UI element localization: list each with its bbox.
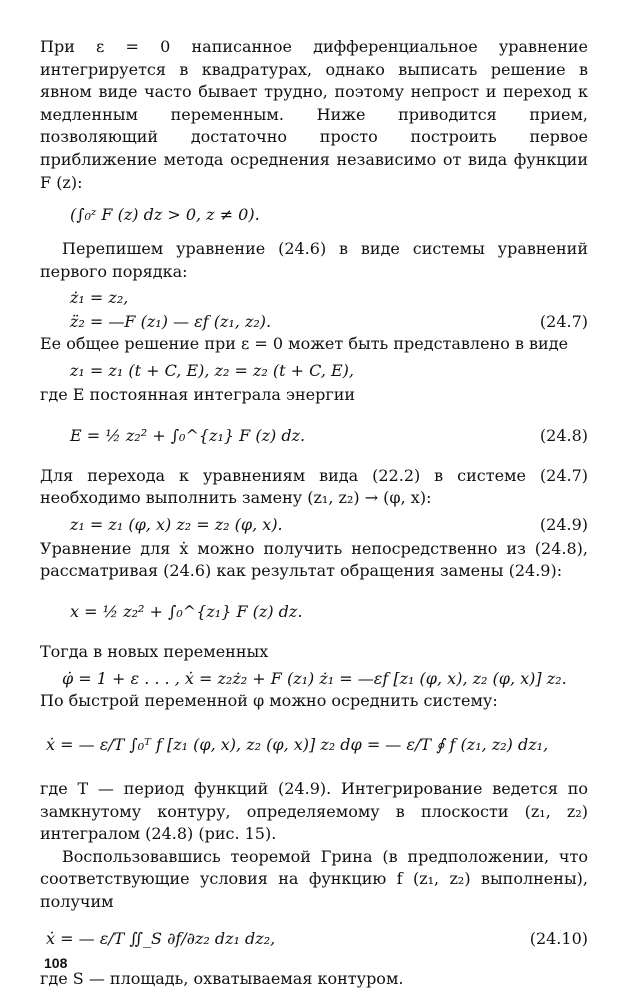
page-body xyxy=(40,36,588,990)
equation-x: x = ½ z₂² + ∫₀^{z₁} F (z) dz. xyxy=(70,601,303,621)
paragraph-10: Воспользовавшись теоремой Грина (в предположении, что соответствующие условия на функцию f (z₁, z₂) выполнены), получим xyxy=(40,846,588,912)
paragraph-6: Уравнение для ẋ можно получить непосредственно из (24.8), рассматривая (24.6) как результат обращения замены (24.9): xyxy=(40,538,588,581)
equation-24-7b: z̈₂ = —F (z₁) — εf (z₁, z₂). (24.7) xyxy=(40,307,588,333)
paragraph-8: По быстрой переменной φ можно осреднить систему: xyxy=(40,690,498,710)
paragraph-11: где S — площадь, охватываемая контуром. xyxy=(40,968,404,988)
condition-equation: (∫₀ᶻ F (z) dz > 0, z ≠ 0). xyxy=(70,205,260,225)
equation-number: (24.10) xyxy=(529,928,588,948)
equation-24-9: z₁ = z₁ (φ, x) z₂ = z₂ (φ, x). (24.9) xyxy=(40,510,588,538)
paragraph-5: Для перехода к уравнениям вида (22.2) в системе (24.7) необходимо выполнить замену (z₁, z₂) → (φ, x): xyxy=(40,465,588,508)
paragraph-4: где E постоянная интеграла энергии xyxy=(40,384,356,404)
equation-24-8: E = ½ z₂² + ∫₀^{z₁} F (z) dz. (24.8) xyxy=(40,407,588,465)
equation-solution: z₁ = z₁ (t + C, E), z₂ = z₂ (t + C, E), xyxy=(70,360,354,380)
equation-number: (24.8) xyxy=(539,425,588,445)
paragraph-2: Перепишем уравнение (24.6) в виде системы уравнений первого порядка: xyxy=(40,239,588,281)
equation-24-7a: ż₁ = z₂, xyxy=(70,288,129,308)
paragraph-1: При ε = 0 написанное дифференциальное уравнение интегрируется в квадратурах, однако выписать решение в явном виде часто бывает трудно, поэтому непрост и переход к медленным переменным. Ниже приводится прием, позволяющий достаточно просто построить первое приближение метода осреднения независимо от вида функции F (z): xyxy=(40,37,588,192)
equation-new-variables: φ̇ = 1 + ε . . . , ẋ = z₂ż₂ + F (z₁) ż₁ = —εf [z₁ (φ, x), z₂ (φ, x)] z₂. xyxy=(62,668,567,688)
equation-24-10: ẋ = — ε/T ∬_S ∂f/∂z₂ dz₁ dz₂, (24.10) xyxy=(40,914,588,968)
page-number: 108 xyxy=(44,955,68,971)
paragraph-7: Тогда в новых переменных xyxy=(40,641,269,661)
paragraph-9: где T — период функций (24.9). Интегрирование ведется по замкнутому контуру, определяемому в плоскости (z₁, z₂) интегралом (24.8) (рис. 15). xyxy=(40,779,588,844)
equation-number: (24.7) xyxy=(539,312,588,332)
paragraph-3: Ее общее решение при ε = 0 может быть представлено в виде xyxy=(40,334,569,354)
equation-number: (24.9) xyxy=(539,514,588,534)
equation-averaged: ẋ = — ε/T ∫₀ᵀ f [z₁ (φ, x), z₂ (φ, x)] z₂ dφ = — ε/T ∮ f (z₁, z₂) dz₁, xyxy=(46,735,549,755)
